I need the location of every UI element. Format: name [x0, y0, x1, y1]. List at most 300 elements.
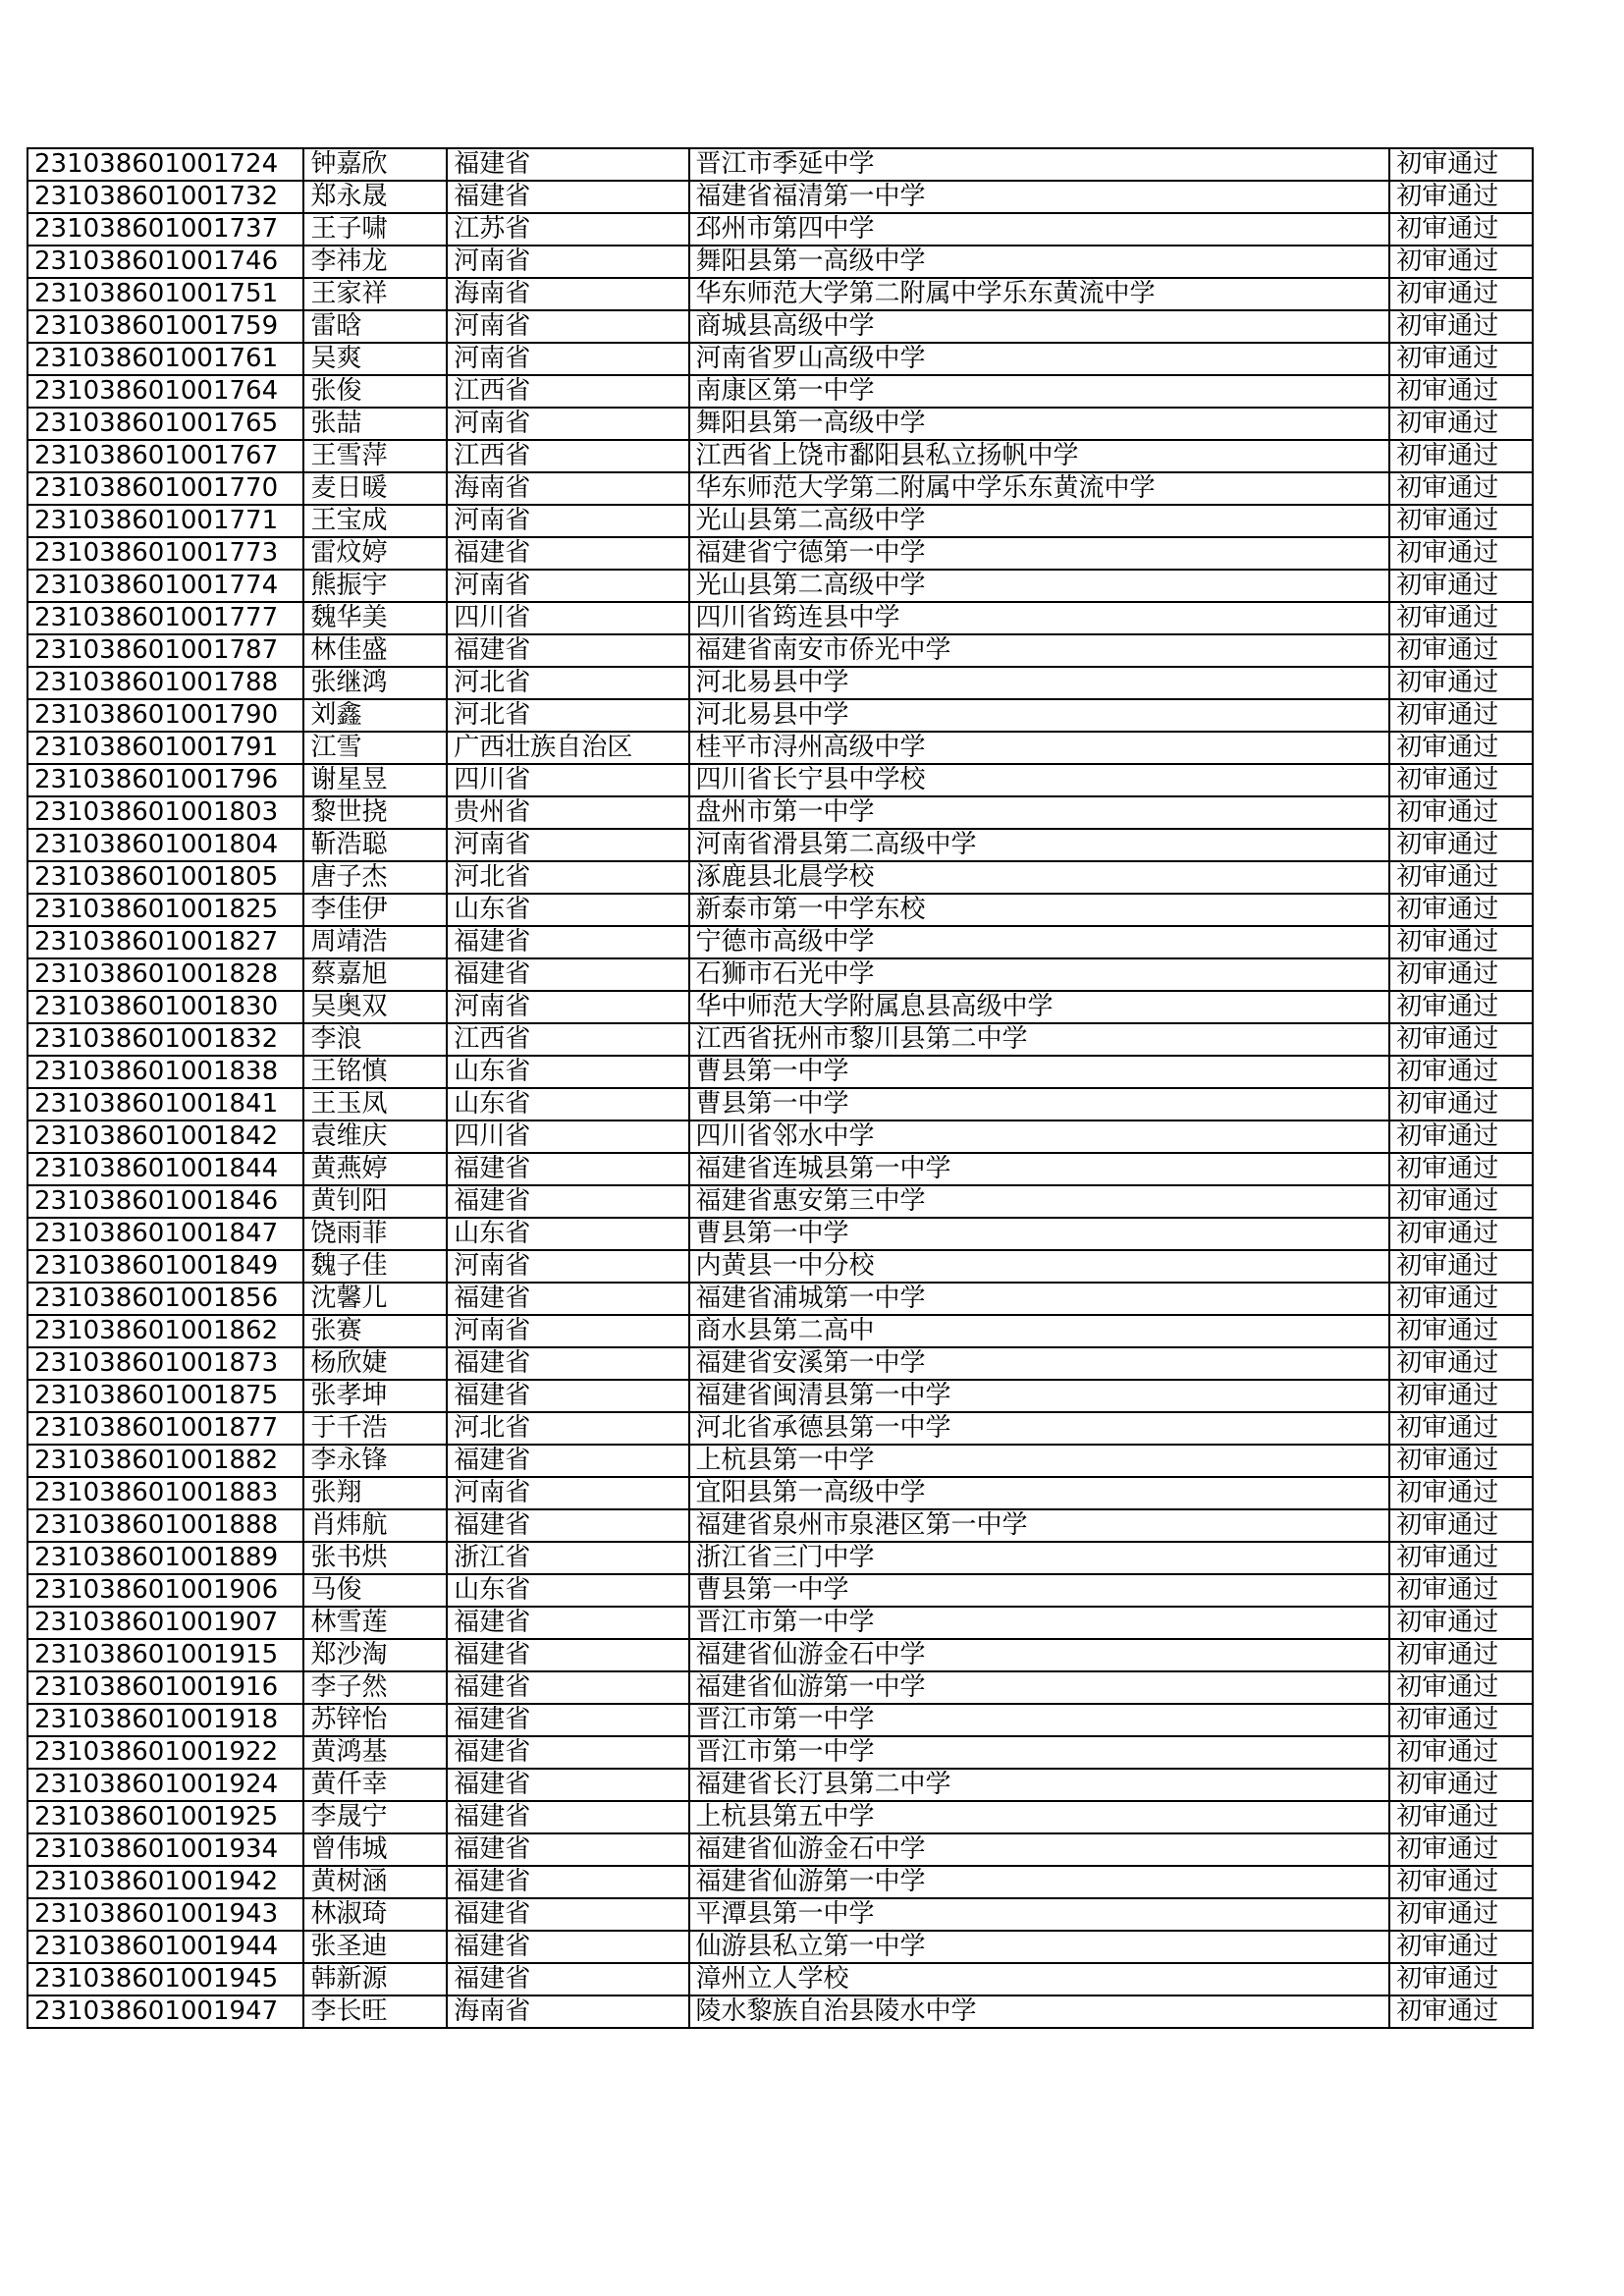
- school-cell: 商城县高级中学: [689, 310, 1390, 343]
- status-cell: 初审通过: [1389, 732, 1533, 764]
- province-cell: 河南省: [447, 570, 688, 602]
- status-cell: 初审通过: [1389, 1445, 1533, 1477]
- status-cell: 初审通过: [1389, 1153, 1533, 1185]
- school-cell: 华东师范大学第二附属中学乐东黄流中学: [689, 472, 1390, 505]
- registration-id-cell: 231038601001777: [27, 602, 303, 634]
- status-cell: 初审通过: [1389, 1542, 1533, 1574]
- name-cell: 王子啸: [303, 213, 447, 246]
- school-cell: 舞阳县第一高级中学: [689, 246, 1390, 278]
- registration-id-cell: 231038601001804: [27, 829, 303, 861]
- province-cell: 福建省: [447, 1769, 688, 1801]
- school-cell: 福建省仙游第一中学: [689, 1671, 1390, 1704]
- status-cell: 初审通过: [1389, 1088, 1533, 1121]
- table-row: [27, 1445, 1533, 1477]
- school-cell: 平潭县第一中学: [689, 1898, 1390, 1931]
- province-cell: 河北省: [447, 1412, 688, 1445]
- school-cell: 福建省连城县第一中学: [689, 1153, 1390, 1185]
- province-cell: 福建省: [447, 148, 688, 181]
- province-cell: 福建省: [447, 1509, 688, 1542]
- status-cell: 初审通过: [1389, 958, 1533, 991]
- school-cell: 曹县第一中学: [689, 1218, 1390, 1250]
- table-row: [27, 1574, 1533, 1607]
- table-row: [27, 1509, 1533, 1542]
- registration-id-cell: 231038601001774: [27, 570, 303, 602]
- registration-id-cell: 231038601001830: [27, 991, 303, 1023]
- name-cell: 李永锋: [303, 1445, 447, 1477]
- table-row: [27, 1736, 1533, 1769]
- status-cell: 初审通过: [1389, 1607, 1533, 1639]
- school-cell: 上杭县第一中学: [689, 1445, 1390, 1477]
- registration-id-cell: 231038601001841: [27, 1088, 303, 1121]
- registration-id-cell: 231038601001765: [27, 408, 303, 440]
- name-cell: 熊振宇: [303, 570, 447, 602]
- name-cell: 刘鑫: [303, 699, 447, 732]
- province-cell: 江西省: [447, 1023, 688, 1056]
- status-cell: 初审通过: [1389, 1347, 1533, 1380]
- province-cell: 海南省: [447, 472, 688, 505]
- province-cell: 江苏省: [447, 213, 688, 246]
- school-cell: 商水县第二高中: [689, 1315, 1390, 1347]
- registration-id-cell: 231038601001737: [27, 213, 303, 246]
- registration-id-cell: 231038601001942: [27, 1866, 303, 1898]
- table-row: [27, 1380, 1533, 1412]
- province-cell: 河南省: [447, 505, 688, 537]
- status-cell: 初审通过: [1389, 1250, 1533, 1283]
- name-cell: 魏华美: [303, 602, 447, 634]
- name-cell: 王玉凤: [303, 1088, 447, 1121]
- registration-id-cell: 231038601001827: [27, 926, 303, 958]
- registration-id-cell: 231038601001796: [27, 764, 303, 796]
- status-cell: 初审通过: [1389, 1477, 1533, 1509]
- registration-id-cell: 231038601001770: [27, 472, 303, 505]
- status-cell: 初审通过: [1389, 894, 1533, 926]
- status-cell: 初审通过: [1389, 1218, 1533, 1250]
- registration-id-cell: 231038601001922: [27, 1736, 303, 1769]
- registration-id-cell: 231038601001788: [27, 667, 303, 699]
- province-cell: 海南省: [447, 278, 688, 310]
- name-cell: 钟嘉欣: [303, 148, 447, 181]
- status-cell: 初审通过: [1389, 1704, 1533, 1736]
- province-cell: 福建省: [447, 958, 688, 991]
- school-cell: 宁德市高级中学: [689, 926, 1390, 958]
- table-row: [27, 958, 1533, 991]
- name-cell: 马俊: [303, 1574, 447, 1607]
- province-cell: 河南省: [447, 1477, 688, 1509]
- status-cell: 初审通过: [1389, 440, 1533, 472]
- school-cell: 晋江市季延中学: [689, 148, 1390, 181]
- province-cell: 河南省: [447, 829, 688, 861]
- name-cell: 王雪萍: [303, 440, 447, 472]
- school-cell: 华中师范大学附属息县高级中学: [689, 991, 1390, 1023]
- province-cell: 福建省: [447, 634, 688, 667]
- table-row: [27, 1347, 1533, 1380]
- school-cell: 四川省筠连县中学: [689, 602, 1390, 634]
- province-cell: 河南省: [447, 991, 688, 1023]
- status-cell: 初审通过: [1389, 1283, 1533, 1315]
- registration-id-cell: 231038601001844: [27, 1153, 303, 1185]
- school-cell: 南康区第一中学: [689, 375, 1390, 408]
- status-cell: 初审通过: [1389, 1509, 1533, 1542]
- province-cell: 河南省: [447, 1315, 688, 1347]
- registration-id-cell: 231038601001746: [27, 246, 303, 278]
- province-cell: 山东省: [447, 1574, 688, 1607]
- name-cell: 郑永晟: [303, 181, 447, 213]
- school-cell: 仙游县私立第一中学: [689, 1931, 1390, 1963]
- province-cell: 河北省: [447, 667, 688, 699]
- registration-id-cell: 231038601001947: [27, 1995, 303, 2028]
- province-cell: 浙江省: [447, 1542, 688, 1574]
- review-results-table: [27, 147, 1534, 2029]
- name-cell: 雷炆婷: [303, 537, 447, 570]
- school-cell: 华东师范大学第二附属中学乐东黄流中学: [689, 278, 1390, 310]
- registration-id-cell: 231038601001773: [27, 537, 303, 570]
- table-row: [27, 1412, 1533, 1445]
- province-cell: 福建省: [447, 1445, 688, 1477]
- status-cell: 初审通过: [1389, 505, 1533, 537]
- status-cell: 初审通过: [1389, 1769, 1533, 1801]
- registration-id-cell: 231038601001751: [27, 278, 303, 310]
- status-cell: 初审通过: [1389, 764, 1533, 796]
- table-row: [27, 1995, 1533, 2028]
- status-cell: 初审通过: [1389, 1380, 1533, 1412]
- school-cell: 舞阳县第一高级中学: [689, 408, 1390, 440]
- province-cell: 福建省: [447, 1347, 688, 1380]
- name-cell: 肖炜航: [303, 1509, 447, 1542]
- name-cell: 韩新源: [303, 1963, 447, 1995]
- name-cell: 张喆: [303, 408, 447, 440]
- school-cell: 福建省仙游第一中学: [689, 1866, 1390, 1898]
- school-cell: 上杭县第五中学: [689, 1801, 1390, 1833]
- table-row: [27, 1769, 1533, 1801]
- name-cell: 于千浩: [303, 1412, 447, 1445]
- school-cell: 晋江市第一中学: [689, 1736, 1390, 1769]
- school-cell: 宜阳县第一高级中学: [689, 1477, 1390, 1509]
- name-cell: 张继鸿: [303, 667, 447, 699]
- registration-id-cell: 231038601001790: [27, 699, 303, 732]
- name-cell: 郑沙淘: [303, 1639, 447, 1671]
- table-row: [27, 213, 1533, 246]
- province-cell: 四川省: [447, 764, 688, 796]
- registration-id-cell: 231038601001791: [27, 732, 303, 764]
- registration-id-cell: 231038601001846: [27, 1185, 303, 1218]
- province-cell: 福建省: [447, 1671, 688, 1704]
- province-cell: 福建省: [447, 1185, 688, 1218]
- name-cell: 黄鸿基: [303, 1736, 447, 1769]
- status-cell: 初审通过: [1389, 1801, 1533, 1833]
- status-cell: 初审通过: [1389, 1639, 1533, 1671]
- registration-id-cell: 231038601001944: [27, 1931, 303, 1963]
- table-row: [27, 1185, 1533, 1218]
- province-cell: 四川省: [447, 602, 688, 634]
- table-row: [27, 1218, 1533, 1250]
- school-cell: 福建省长汀县第二中学: [689, 1769, 1390, 1801]
- school-cell: 桂平市浔州高级中学: [689, 732, 1390, 764]
- name-cell: 李佳伊: [303, 894, 447, 926]
- table-row: [27, 343, 1533, 375]
- status-cell: 初审通过: [1389, 926, 1533, 958]
- name-cell: 黄树涵: [303, 1866, 447, 1898]
- province-cell: 江西省: [447, 375, 688, 408]
- registration-id-cell: 231038601001767: [27, 440, 303, 472]
- school-cell: 河南省滑县第二高级中学: [689, 829, 1390, 861]
- status-cell: 初审通过: [1389, 1931, 1533, 1963]
- registration-id-cell: 231038601001764: [27, 375, 303, 408]
- status-cell: 初审通过: [1389, 570, 1533, 602]
- name-cell: 魏子佳: [303, 1250, 447, 1283]
- registration-id-cell: 231038601001832: [27, 1023, 303, 1056]
- table-row: [27, 570, 1533, 602]
- province-cell: 福建省: [447, 1283, 688, 1315]
- registration-id-cell: 231038601001873: [27, 1347, 303, 1380]
- province-cell: 河北省: [447, 861, 688, 894]
- province-cell: 四川省: [447, 1121, 688, 1153]
- school-cell: 福建省安溪第一中学: [689, 1347, 1390, 1380]
- table-row: [27, 1963, 1533, 1995]
- school-cell: 福建省惠安第三中学: [689, 1185, 1390, 1218]
- school-cell: 福建省南安市侨光中学: [689, 634, 1390, 667]
- table-row: [27, 440, 1533, 472]
- registration-id-cell: 231038601001761: [27, 343, 303, 375]
- province-cell: 山东省: [447, 1056, 688, 1088]
- table-row: [27, 1023, 1533, 1056]
- registration-id-cell: 231038601001842: [27, 1121, 303, 1153]
- table-row: [27, 1607, 1533, 1639]
- province-cell: 海南省: [447, 1995, 688, 2028]
- name-cell: 李祎龙: [303, 246, 447, 278]
- table-row: [27, 278, 1533, 310]
- registration-id-cell: 231038601001849: [27, 1250, 303, 1283]
- school-cell: 福建省闽清县第一中学: [689, 1380, 1390, 1412]
- school-cell: 江西省上饶市鄱阳县私立扬帆中学: [689, 440, 1390, 472]
- status-cell: 初审通过: [1389, 602, 1533, 634]
- name-cell: 苏锌怡: [303, 1704, 447, 1736]
- registration-id-cell: 231038601001907: [27, 1607, 303, 1639]
- name-cell: 吴爽: [303, 343, 447, 375]
- name-cell: 吴奥双: [303, 991, 447, 1023]
- status-cell: 初审通过: [1389, 1121, 1533, 1153]
- table-row: [27, 796, 1533, 829]
- registration-id-cell: 231038601001883: [27, 1477, 303, 1509]
- school-cell: 新泰市第一中学东校: [689, 894, 1390, 926]
- province-cell: 福建省: [447, 1153, 688, 1185]
- table-row: [27, 1542, 1533, 1574]
- name-cell: 曾伟城: [303, 1833, 447, 1866]
- table-row: [27, 894, 1533, 926]
- registration-id-cell: 231038601001882: [27, 1445, 303, 1477]
- province-cell: 河南省: [447, 343, 688, 375]
- province-cell: 福建省: [447, 1866, 688, 1898]
- status-cell: 初审通过: [1389, 1671, 1533, 1704]
- status-cell: 初审通过: [1389, 181, 1533, 213]
- name-cell: 张圣迪: [303, 1931, 447, 1963]
- table-row: [27, 1639, 1533, 1671]
- registration-id-cell: 231038601001945: [27, 1963, 303, 1995]
- name-cell: 李长旺: [303, 1995, 447, 2028]
- province-cell: 福建省: [447, 1380, 688, 1412]
- registration-id-cell: 231038601001888: [27, 1509, 303, 1542]
- registration-id-cell: 231038601001732: [27, 181, 303, 213]
- name-cell: 黎世挠: [303, 796, 447, 829]
- school-cell: 福建省浦城第一中学: [689, 1283, 1390, 1315]
- name-cell: 李浪: [303, 1023, 447, 1056]
- registration-id-cell: 231038601001862: [27, 1315, 303, 1347]
- province-cell: 河南省: [447, 310, 688, 343]
- name-cell: 黄钊阳: [303, 1185, 447, 1218]
- status-cell: 初审通过: [1389, 1898, 1533, 1931]
- registration-id-cell: 231038601001759: [27, 310, 303, 343]
- status-cell: 初审通过: [1389, 246, 1533, 278]
- status-cell: 初审通过: [1389, 829, 1533, 861]
- name-cell: 张翔: [303, 1477, 447, 1509]
- province-cell: 福建省: [447, 1704, 688, 1736]
- registration-id-cell: 231038601001906: [27, 1574, 303, 1607]
- school-cell: 涿鹿县北晨学校: [689, 861, 1390, 894]
- status-cell: 初审通过: [1389, 408, 1533, 440]
- name-cell: 黄燕婷: [303, 1153, 447, 1185]
- province-cell: 福建省: [447, 1736, 688, 1769]
- status-cell: 初审通过: [1389, 375, 1533, 408]
- registration-id-cell: 231038601001875: [27, 1380, 303, 1412]
- province-cell: 河北省: [447, 699, 688, 732]
- table-row: [27, 1931, 1533, 1963]
- school-cell: 四川省邻水中学: [689, 1121, 1390, 1153]
- registration-id-cell: 231038601001771: [27, 505, 303, 537]
- registration-id-cell: 231038601001915: [27, 1639, 303, 1671]
- name-cell: 杨欣婕: [303, 1347, 447, 1380]
- table-row: [27, 148, 1533, 181]
- registration-id-cell: 231038601001724: [27, 148, 303, 181]
- table-row: [27, 1153, 1533, 1185]
- school-cell: 曹县第一中学: [689, 1574, 1390, 1607]
- status-cell: 初审通过: [1389, 634, 1533, 667]
- name-cell: 靳浩聪: [303, 829, 447, 861]
- school-cell: 四川省长宁县中学校: [689, 764, 1390, 796]
- table-row: [27, 1704, 1533, 1736]
- province-cell: 福建省: [447, 181, 688, 213]
- province-cell: 福建省: [447, 1833, 688, 1866]
- table-row: [27, 505, 1533, 537]
- status-cell: 初审通过: [1389, 1315, 1533, 1347]
- status-cell: 初审通过: [1389, 343, 1533, 375]
- table-row: [27, 1250, 1533, 1283]
- registration-id-cell: 231038601001847: [27, 1218, 303, 1250]
- province-cell: 福建省: [447, 1931, 688, 1963]
- table-row: [27, 472, 1533, 505]
- status-cell: 初审通过: [1389, 310, 1533, 343]
- name-cell: 黄仟幸: [303, 1769, 447, 1801]
- table-row: [27, 1898, 1533, 1931]
- school-cell: 光山县第二高级中学: [689, 570, 1390, 602]
- province-cell: 广西壮族自治区: [447, 732, 688, 764]
- table-row: [27, 1283, 1533, 1315]
- school-cell: 河南省罗山高级中学: [689, 343, 1390, 375]
- school-cell: 福建省仙游金石中学: [689, 1639, 1390, 1671]
- status-cell: 初审通过: [1389, 1866, 1533, 1898]
- table-row: [27, 926, 1533, 958]
- name-cell: 林淑琦: [303, 1898, 447, 1931]
- province-cell: 河南省: [447, 408, 688, 440]
- status-cell: 初审通过: [1389, 1995, 1533, 2028]
- province-cell: 山东省: [447, 1218, 688, 1250]
- table-row: [27, 1315, 1533, 1347]
- registration-id-cell: 231038601001924: [27, 1769, 303, 1801]
- status-cell: 初审通过: [1389, 1412, 1533, 1445]
- status-cell: 初审通过: [1389, 472, 1533, 505]
- registration-id-cell: 231038601001916: [27, 1671, 303, 1704]
- name-cell: 唐子杰: [303, 861, 447, 894]
- status-cell: 初审通过: [1389, 1833, 1533, 1866]
- registration-id-cell: 231038601001856: [27, 1283, 303, 1315]
- province-cell: 山东省: [447, 1088, 688, 1121]
- table-row: [27, 1866, 1533, 1898]
- table-row: [27, 1121, 1533, 1153]
- registration-id-cell: 231038601001805: [27, 861, 303, 894]
- name-cell: 王宝成: [303, 505, 447, 537]
- table-row: [27, 634, 1533, 667]
- registration-id-cell: 231038601001943: [27, 1898, 303, 1931]
- school-cell: 陵水黎族自治县陵水中学: [689, 1995, 1390, 2028]
- registration-id-cell: 231038601001877: [27, 1412, 303, 1445]
- status-cell: 初审通过: [1389, 1963, 1533, 1995]
- name-cell: 李子然: [303, 1671, 447, 1704]
- province-cell: 福建省: [447, 537, 688, 570]
- name-cell: 袁维庆: [303, 1121, 447, 1153]
- school-cell: 晋江市第一中学: [689, 1607, 1390, 1639]
- school-cell: 浙江省三门中学: [689, 1542, 1390, 1574]
- school-cell: 晋江市第一中学: [689, 1704, 1390, 1736]
- table-row: [27, 408, 1533, 440]
- name-cell: 谢星昱: [303, 764, 447, 796]
- table-row: [27, 1671, 1533, 1704]
- table-row: [27, 764, 1533, 796]
- school-cell: 盘州市第一中学: [689, 796, 1390, 829]
- school-cell: 光山县第二高级中学: [689, 505, 1390, 537]
- registration-id-cell: 231038601001787: [27, 634, 303, 667]
- school-cell: 河北易县中学: [689, 667, 1390, 699]
- province-cell: 福建省: [447, 926, 688, 958]
- school-cell: 曹县第一中学: [689, 1088, 1390, 1121]
- school-cell: 福建省福清第一中学: [689, 181, 1390, 213]
- registration-id-cell: 231038601001889: [27, 1542, 303, 1574]
- status-cell: 初审通过: [1389, 1574, 1533, 1607]
- province-cell: 河南省: [447, 1250, 688, 1283]
- name-cell: 饶雨菲: [303, 1218, 447, 1250]
- registration-id-cell: 231038601001918: [27, 1704, 303, 1736]
- name-cell: 王铭慎: [303, 1056, 447, 1088]
- name-cell: 王家祥: [303, 278, 447, 310]
- table-row: [27, 1088, 1533, 1121]
- school-cell: 漳州立人学校: [689, 1963, 1390, 1995]
- name-cell: 麦日暖: [303, 472, 447, 505]
- status-cell: 初审通过: [1389, 278, 1533, 310]
- table-row: [27, 861, 1533, 894]
- status-cell: 初审通过: [1389, 861, 1533, 894]
- name-cell: 江雪: [303, 732, 447, 764]
- table-row: [27, 732, 1533, 764]
- school-cell: 福建省泉州市泉港区第一中学: [689, 1509, 1390, 1542]
- name-cell: 张书烘: [303, 1542, 447, 1574]
- table-body: [27, 148, 1533, 2028]
- table-row: [27, 667, 1533, 699]
- table-row: [27, 375, 1533, 408]
- school-cell: 江西省抚州市黎川县第二中学: [689, 1023, 1390, 1056]
- name-cell: 张孝坤: [303, 1380, 447, 1412]
- status-cell: 初审通过: [1389, 1736, 1533, 1769]
- name-cell: 周靖浩: [303, 926, 447, 958]
- name-cell: 蔡嘉旭: [303, 958, 447, 991]
- name-cell: 李晟宁: [303, 1801, 447, 1833]
- name-cell: 林佳盛: [303, 634, 447, 667]
